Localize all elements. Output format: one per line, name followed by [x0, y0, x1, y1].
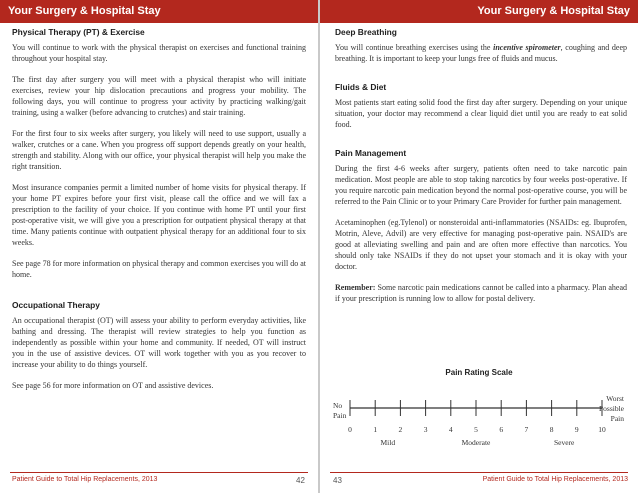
scale-tick-label: 2 [398, 425, 403, 434]
worst-pain-label: Pain [610, 414, 624, 423]
section-heading-fluids: Fluids & Diet [335, 82, 387, 92]
section-heading-pain: Pain Management [335, 148, 407, 158]
scale-tick-label: 5 [474, 425, 478, 434]
remember-label: Remember: [335, 283, 376, 292]
paragraph: See page 78 for more information on physical therapy and common exercises you will do at home. [12, 259, 306, 279]
scale-tick-label: 6 [499, 425, 504, 434]
scale-zone-label: Severe [553, 438, 575, 447]
scale-tick-label: 0 [348, 425, 352, 434]
paragraph: Most insurance companies permit a limited number of home visits for physical therapy. If your home PT expires before your first visit, please call the office and we will fax a prescription to the facility of your choice. If you continue with home PT until your first post-operative visit, we will give you a prescription for outpatient physical therapy at that time. Many patients continue with outpatient physical therapy for an additional four to six weeks. [12, 183, 306, 247]
scale-tick-label: 3 [423, 425, 428, 434]
right-page [320, 0, 638, 493]
scale-zone-label: Mild [380, 438, 396, 447]
footer-rule [330, 472, 628, 473]
no-pain-label: No [333, 401, 343, 410]
scale-tick-label: 10 [598, 425, 606, 434]
scale-tick-label: 7 [524, 425, 529, 434]
page-header: Your Surgery & Hospital Stay [0, 0, 318, 23]
scale-tick-label: 1 [373, 425, 378, 434]
right-content [335, 27, 627, 314]
paragraph: You will continue breathing exercises using the incentive spirometer, coughing and deep breathing. It is important to keep your lungs free of fluids and mucus. [335, 43, 627, 63]
paragraph: An occupational therapist (OT) will assess your ability to perform everyday activities, like bathing and dressing. The therapist will review strategies to help you function as independently as possible within your home and community. If needed, OT will instruct you in the use of assistive devices. OT will work together with you as you recover to increase your ability to do things yourself. [12, 316, 306, 369]
scale-tick-label: 9 [574, 425, 579, 434]
page-number: 42 [296, 476, 305, 485]
page-number: 43 [333, 476, 342, 485]
scale-tick-label: 4 [448, 425, 453, 434]
paragraph: During the first 4-6 weeks after surgery, patients often need to take narcotic pain medication. Most people are able to stop taking narcotics by four weeks post-operative. If you require narcotic pain medication beyond the normal post-operative course, you will be referred to the Pain Clinic or to your Primary Care Provider for further pain management. [335, 164, 627, 206]
footer-rule [10, 472, 308, 473]
left-content [12, 27, 306, 401]
paragraph: You will continue to work with the physical therapist on exercises and functional training throughout your hospital stay. [12, 43, 306, 63]
paragraph: See page 56 for more information on OT and assistive devices. [12, 381, 214, 390]
scale-zone-label: Moderate [461, 438, 491, 447]
section-heading-ot: Occupational Therapy [12, 300, 100, 310]
paragraph: Acetaminophen (eg.Tylenol) or nonsteroidal anti-inflammatories (NSAIDs: eg. Ibuprofen, Motrin, Aleve, Advil) are very effective for managing post-operative pain. NSAID's are good at alleviating swelling and pain and are often more effective than narcotics. You should only take NSAIDs if they do not upset your stomach and it is okay with your doctor. [335, 218, 627, 271]
page-header: Your Surgery & Hospital Stay [320, 0, 638, 23]
footer-title: Patient Guide to Total Hip Replacements, 2013 [12, 476, 158, 483]
pain-scale-title: Pain Rating Scale [445, 368, 513, 377]
paragraph: The first day after surgery you will meet with a physical therapist who will initiate exercises, review your hip dislocation precautions and progress your mobility. The following days, you will continue to progress your activity by practicing walking/gait training, using a walker (before advancing to crutches) and stair training. [12, 75, 306, 117]
worst-pain-label: Worst [606, 394, 624, 403]
remember-note: Remember: Some narcotic pain medications cannot be called into a pharmacy. Plan ahead if your prescription is running low to allow for postal delivery. [335, 283, 627, 303]
scale-tick-label: 8 [549, 425, 554, 434]
section-heading-pt: Physical Therapy (PT) & Exercise [12, 27, 145, 37]
no-pain-label: Pain [333, 411, 347, 420]
emphasis: incentive spirometer [493, 43, 561, 52]
paragraph: Most patients start eating solid food the first day after surgery. Depending on your unique situation, your doctor may recommend a clear liquid diet until you are ready to eat solid food. [335, 98, 627, 129]
footer-title: Patient Guide to Total Hip Replacements, 2013 [482, 476, 628, 483]
section-heading-deep-breathing: Deep Breathing [335, 27, 397, 37]
left-page [0, 0, 318, 493]
pain-rating-scale [320, 388, 638, 458]
worst-pain-label: Possible [598, 404, 624, 413]
paragraph: For the first four to six weeks after surgery, you likely will need to use support, usually a walker, crutches or a cane. When you progress off support depends greatly on your health, strength and stability. Along with our office, your physical therapist will help you make the right transition. [12, 129, 306, 171]
